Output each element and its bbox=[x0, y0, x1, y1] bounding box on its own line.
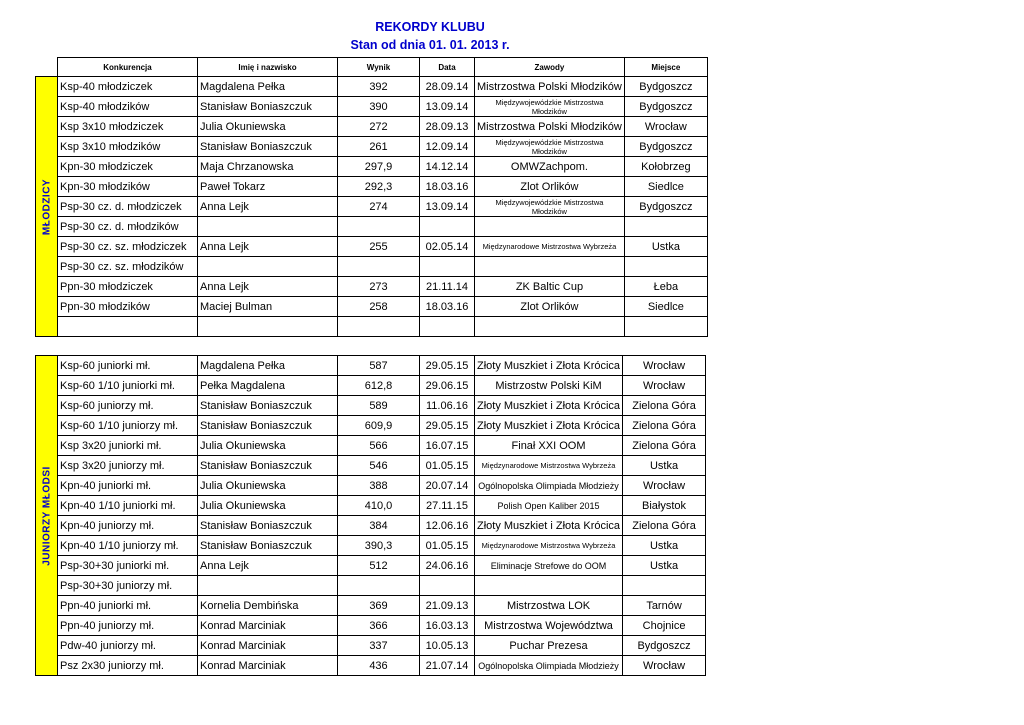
cell-zawody bbox=[475, 317, 625, 337]
cell-data: 20.07.14 bbox=[420, 476, 475, 496]
cell-name: Anna Lejk bbox=[198, 197, 338, 217]
cell-konkurencja: Ksp 3x10 młodzików bbox=[58, 137, 198, 157]
cell-zawody bbox=[475, 217, 625, 237]
cell-name: Anna Lejk bbox=[198, 277, 338, 297]
cell-name bbox=[198, 317, 338, 337]
cell-name: Magdalena Pełka bbox=[198, 77, 338, 97]
cell-data: 13.09.14 bbox=[420, 97, 475, 117]
cell-zawody: Złoty Muszkiet i Złota Krócica bbox=[475, 356, 623, 376]
table-row bbox=[36, 556, 706, 576]
cell-konkurencja: Kpn-30 młodziczek bbox=[58, 157, 198, 177]
cell-zawody: Międzywojewódzkie Mistrzostwa Młodzików bbox=[475, 137, 625, 157]
page-subtitle: Stan od dnia 01. 01. 2013 r. bbox=[350, 38, 510, 52]
cell-konkurencja: Ksp-40 młodzików bbox=[58, 97, 198, 117]
table-row bbox=[36, 536, 706, 556]
cell-konkurencja: Ksp 3x20 juniorki mł. bbox=[58, 436, 198, 456]
cell-wynik: 366 bbox=[338, 616, 420, 636]
cell-data: 21.09.13 bbox=[420, 596, 475, 616]
cell-miejsce: Tarnów bbox=[623, 596, 706, 616]
cell-zawody: Międzynarodowe Mistrzostwa Wybrzeża bbox=[475, 456, 623, 476]
section-label: JUNIORZY MŁODSI bbox=[41, 465, 52, 566]
cell-konkurencja: Ksp-60 1/10 juniorzy mł. bbox=[58, 416, 198, 436]
cell-zawody: Polish Open Kaliber 2015 bbox=[475, 496, 623, 516]
cell-zawody: Międzywojewódzkie Mistrzostwa Młodzików bbox=[475, 197, 625, 217]
cell-data: 29.05.15 bbox=[420, 416, 475, 436]
cell-zawody: Zlot Orlików bbox=[475, 177, 625, 197]
cell-wynik: 587 bbox=[338, 356, 420, 376]
cell-zawody: Złoty Muszkiet i Złota Krócica bbox=[475, 396, 623, 416]
table-row bbox=[36, 396, 706, 416]
cell-zawody: Ogólnopolska Olimpiada Młodzieży bbox=[475, 476, 623, 496]
cell-wynik: 337 bbox=[338, 636, 420, 656]
cell-data: 24.06.16 bbox=[420, 556, 475, 576]
cell-data: 16.03.13 bbox=[420, 616, 475, 636]
table-header-row bbox=[36, 58, 708, 77]
cell-data: 12.09.14 bbox=[420, 137, 475, 157]
cell-name bbox=[198, 576, 338, 596]
cell-miejsce bbox=[624, 317, 707, 337]
column-header-name: Imię i nazwisko bbox=[198, 58, 338, 77]
cell-konkurencja: Psp-30 cz. sz. młodziczek bbox=[58, 237, 198, 257]
cell-konkurencja: Psp-30+30 juniorki mł. bbox=[58, 556, 198, 576]
cell-miejsce: Siedlce bbox=[624, 297, 707, 317]
cell-wynik: 566 bbox=[338, 436, 420, 456]
cell-zawody bbox=[475, 257, 625, 277]
table-row bbox=[36, 616, 706, 636]
column-header-miejsce: Miejsce bbox=[624, 58, 707, 77]
cell-name: Stanisław Boniaszczuk bbox=[198, 416, 338, 436]
cell-konkurencja: Psp-30 cz. sz. młodzików bbox=[58, 257, 198, 277]
cell-wynik bbox=[338, 317, 420, 337]
cell-miejsce: Bydgoszcz bbox=[624, 97, 707, 117]
column-header-konkurencja: Konkurencja bbox=[58, 58, 198, 77]
section-label-cell bbox=[36, 356, 58, 676]
cell-data: 10.05.13 bbox=[420, 636, 475, 656]
cell-zawody: Złoty Muszkiet i Złota Krócica bbox=[475, 516, 623, 536]
cell-konkurencja: Kpn-40 1/10 juniorki mł. bbox=[58, 496, 198, 516]
cell-miejsce: Zielona Góra bbox=[623, 416, 706, 436]
cell-zawody: Złoty Muszkiet i Złota Krócica bbox=[475, 416, 623, 436]
cell-wynik: 384 bbox=[338, 516, 420, 536]
cell-name: Maja Chrzanowska bbox=[198, 157, 338, 177]
cell-name: Julia Okuniewska bbox=[198, 496, 338, 516]
cell-miejsce: Białystok bbox=[623, 496, 706, 516]
cell-wynik: 388 bbox=[338, 476, 420, 496]
cell-data: 21.07.14 bbox=[420, 656, 475, 676]
cell-konkurencja: Ppn-40 juniorki mł. bbox=[58, 596, 198, 616]
table-row bbox=[36, 237, 708, 257]
cell-name: Anna Lejk bbox=[198, 556, 338, 576]
cell-zawody bbox=[475, 576, 623, 596]
table-row bbox=[36, 157, 708, 177]
cell-konkurencja: Kpn-40 1/10 juniorzy mł. bbox=[58, 536, 198, 556]
table-row bbox=[36, 97, 708, 117]
cell-name: Stanisław Boniaszczuk bbox=[198, 396, 338, 416]
cell-miejsce: Wrocław bbox=[624, 117, 707, 137]
column-header-zawody: Zawody bbox=[475, 58, 625, 77]
section-label-cell bbox=[36, 77, 58, 337]
cell-data: 14.12.14 bbox=[420, 157, 475, 177]
cell-data bbox=[420, 576, 475, 596]
cell-wynik: 612,8 bbox=[338, 376, 420, 396]
cell-wynik: 436 bbox=[338, 656, 420, 676]
cell-name: Stanisław Boniaszczuk bbox=[198, 137, 338, 157]
cell-konkurencja: Ppn-30 młodziczek bbox=[58, 277, 198, 297]
table-row bbox=[36, 456, 706, 476]
cell-konkurencja: Psz 2x30 juniorzy mł. bbox=[58, 656, 198, 676]
section-label: MŁODZICY bbox=[41, 178, 52, 235]
table-row bbox=[36, 197, 708, 217]
cell-zawody: Zlot Orlików bbox=[475, 297, 625, 317]
cell-miejsce: Bydgoszcz bbox=[623, 636, 706, 656]
table-row bbox=[36, 77, 708, 97]
cell-zawody: Finał XXI OOM bbox=[475, 436, 623, 456]
cell-name: Julia Okuniewska bbox=[198, 117, 338, 137]
cell-wynik: 589 bbox=[338, 396, 420, 416]
table-row bbox=[36, 436, 706, 456]
cell-konkurencja: Ksp-40 młodziczek bbox=[58, 77, 198, 97]
cell-wynik: 390,3 bbox=[338, 536, 420, 556]
cell-miejsce bbox=[624, 257, 707, 277]
cell-data: 29.05.15 bbox=[420, 356, 475, 376]
cell-wynik: 390 bbox=[338, 97, 420, 117]
cell-zawody: Międzynarodowe Mistrzostwa Wybrzeża bbox=[475, 536, 623, 556]
cell-miejsce: Łeba bbox=[624, 277, 707, 297]
cell-zawody: Mistrzostwa Polski Młodzików bbox=[475, 77, 625, 97]
cell-konkurencja: Ppn-40 juniorzy mł. bbox=[58, 616, 198, 636]
table-row bbox=[36, 317, 708, 337]
cell-name: Stanisław Boniaszczuk bbox=[198, 516, 338, 536]
cell-wynik bbox=[338, 217, 420, 237]
table-row bbox=[36, 297, 708, 317]
table-row bbox=[36, 277, 708, 297]
cell-name: Magdalena Pełka bbox=[198, 356, 338, 376]
cell-name bbox=[198, 217, 338, 237]
cell-name: Julia Okuniewska bbox=[198, 476, 338, 496]
cell-miejsce: Wrocław bbox=[623, 476, 706, 496]
cell-name: Konrad Marciniak bbox=[198, 636, 338, 656]
cell-zawody: Mistrzostw Polski KiM bbox=[475, 376, 623, 396]
cell-wynik: 273 bbox=[338, 277, 420, 297]
cell-data: 27.11.15 bbox=[420, 496, 475, 516]
cell-data bbox=[420, 317, 475, 337]
cell-data bbox=[420, 257, 475, 277]
cell-data: 18.03.16 bbox=[420, 177, 475, 197]
cell-miejsce: Kołobrzeg bbox=[624, 157, 707, 177]
cell-wynik: 369 bbox=[338, 596, 420, 616]
cell-zawody: Mistrzostwa Polski Młodzików bbox=[475, 117, 625, 137]
cell-konkurencja: Ksp-60 juniorki mł. bbox=[58, 356, 198, 376]
cell-konkurencja: Pdw-40 juniorzy mł. bbox=[58, 636, 198, 656]
table-row bbox=[36, 516, 706, 536]
cell-miejsce: Ustka bbox=[624, 237, 707, 257]
cell-data: 13.09.14 bbox=[420, 197, 475, 217]
cell-name: Stanisław Boniaszczuk bbox=[198, 536, 338, 556]
cell-konkurencja: Ksp 3x20 juniorzy mł. bbox=[58, 456, 198, 476]
column-header-wynik: Wynik bbox=[338, 58, 420, 77]
cell-zawody: Ogólnopolska Olimpiada Młodzieży bbox=[475, 656, 623, 676]
table-row bbox=[36, 656, 706, 676]
cell-data: 29.06.15 bbox=[420, 376, 475, 396]
cell-zawody: OMWZachpom. bbox=[475, 157, 625, 177]
cell-konkurencja: Kpn-40 juniorki mł. bbox=[58, 476, 198, 496]
cell-data: 02.05.14 bbox=[420, 237, 475, 257]
cell-wynik: 546 bbox=[338, 456, 420, 476]
cell-name: Konrad Marciniak bbox=[198, 656, 338, 676]
cell-name: Anna Lejk bbox=[198, 237, 338, 257]
cell-data: 01.05.15 bbox=[420, 456, 475, 476]
cell-konkurencja: Ksp-60 1/10 juniorki mł. bbox=[58, 376, 198, 396]
cell-konkurencja: Ksp 3x10 młodziczek bbox=[58, 117, 198, 137]
cell-zawody: Międzynarodowe Mistrzostwa Wybrzeża bbox=[475, 237, 625, 257]
cell-miejsce: Siedlce bbox=[624, 177, 707, 197]
page-title: REKORDY KLUBU bbox=[375, 20, 485, 34]
cell-data: 16.07.15 bbox=[420, 436, 475, 456]
cell-data: 21.11.14 bbox=[420, 277, 475, 297]
cell-wynik: 274 bbox=[338, 197, 420, 217]
table-row bbox=[36, 496, 706, 516]
table-row bbox=[36, 376, 706, 396]
cell-data: 28.09.13 bbox=[420, 117, 475, 137]
cell-name: Konrad Marciniak bbox=[198, 616, 338, 636]
table-row bbox=[36, 217, 708, 237]
cell-zawody: Mistrzostwa LOK bbox=[475, 596, 623, 616]
table-row bbox=[36, 356, 706, 376]
cell-zawody: Mistrzostwa Województwa bbox=[475, 616, 623, 636]
table-body-juniorzy-mlodsi bbox=[36, 356, 706, 676]
cell-data: 01.05.15 bbox=[420, 536, 475, 556]
table-row bbox=[36, 476, 706, 496]
cell-miejsce: Ustka bbox=[623, 456, 706, 476]
cell-name: Pełka Magdalena bbox=[198, 376, 338, 396]
cell-wynik bbox=[338, 257, 420, 277]
table-row bbox=[36, 137, 708, 157]
cell-name: Kornelia Dembińska bbox=[198, 596, 338, 616]
table-row bbox=[36, 177, 708, 197]
cell-data: 11.06.16 bbox=[420, 396, 475, 416]
cell-miejsce: Ustka bbox=[623, 556, 706, 576]
cell-miejsce: Wrocław bbox=[623, 376, 706, 396]
cell-wynik: 392 bbox=[338, 77, 420, 97]
cell-konkurencja: Ppn-30 młodzików bbox=[58, 297, 198, 317]
cell-miejsce: Bydgoszcz bbox=[624, 137, 707, 157]
table-row bbox=[36, 257, 708, 277]
table-row bbox=[36, 416, 706, 436]
table-row bbox=[36, 636, 706, 656]
cell-miejsce: Wrocław bbox=[623, 656, 706, 676]
cell-konkurencja: Kpn-30 młodzików bbox=[58, 177, 198, 197]
cell-wynik: 512 bbox=[338, 556, 420, 576]
cell-zawody: Eliminacje Strefowe do OOM bbox=[475, 556, 623, 576]
cell-miejsce: Zielona Góra bbox=[623, 516, 706, 536]
cell-konkurencja bbox=[58, 317, 198, 337]
cell-miejsce bbox=[624, 217, 707, 237]
cell-name: Julia Okuniewska bbox=[198, 436, 338, 456]
cell-konkurencja: Ksp-60 juniorzy mł. bbox=[58, 396, 198, 416]
records-table-mlodzicy bbox=[35, 57, 708, 337]
cell-konkurencja: Kpn-40 juniorzy mł. bbox=[58, 516, 198, 536]
cell-miejsce bbox=[623, 576, 706, 596]
cell-miejsce: Wrocław bbox=[623, 356, 706, 376]
cell-name bbox=[198, 257, 338, 277]
table-body-mlodzicy bbox=[36, 77, 708, 337]
cell-miejsce: Bydgoszcz bbox=[624, 197, 707, 217]
cell-wynik: 272 bbox=[338, 117, 420, 137]
cell-miejsce: Ustka bbox=[623, 536, 706, 556]
cell-konkurencja: Psp-30+30 juniorzy mł. bbox=[58, 576, 198, 596]
cell-zawody: Puchar Prezesa bbox=[475, 636, 623, 656]
cell-zawody: ZK Baltic Cup bbox=[475, 277, 625, 297]
cell-data: 28.09.14 bbox=[420, 77, 475, 97]
cell-data bbox=[420, 217, 475, 237]
cell-wynik bbox=[338, 576, 420, 596]
cell-wynik: 609,9 bbox=[338, 416, 420, 436]
cell-data: 12.06.16 bbox=[420, 516, 475, 536]
records-table-juniorzy-mlodsi bbox=[35, 355, 706, 676]
cell-data: 18.03.16 bbox=[420, 297, 475, 317]
cell-miejsce: Zielona Góra bbox=[623, 396, 706, 416]
cell-konkurencja: Psp-30 cz. d. młodziczek bbox=[58, 197, 198, 217]
cell-wynik: 292,3 bbox=[338, 177, 420, 197]
cell-miejsce: Zielona Góra bbox=[623, 436, 706, 456]
table-row bbox=[36, 117, 708, 137]
cell-name: Maciej Bulman bbox=[198, 297, 338, 317]
cell-zawody: Międzywojewódzkie Mistrzostwa Młodzików bbox=[475, 97, 625, 117]
table-row bbox=[36, 576, 706, 596]
cell-wynik: 261 bbox=[338, 137, 420, 157]
header-spacer bbox=[36, 58, 58, 77]
cell-konkurencja: Psp-30 cz. d. młodzików bbox=[58, 217, 198, 237]
cell-name: Stanisław Boniaszczuk bbox=[198, 97, 338, 117]
cell-wynik: 255 bbox=[338, 237, 420, 257]
cell-name: Stanisław Boniaszczuk bbox=[198, 456, 338, 476]
cell-name: Paweł Tokarz bbox=[198, 177, 338, 197]
table-row bbox=[36, 596, 706, 616]
cell-wynik: 258 bbox=[338, 297, 420, 317]
cell-wynik: 410,0 bbox=[338, 496, 420, 516]
cell-miejsce: Bydgoszcz bbox=[624, 77, 707, 97]
column-header-data: Data bbox=[420, 58, 475, 77]
cell-wynik: 297,9 bbox=[338, 157, 420, 177]
cell-miejsce: Chojnice bbox=[623, 616, 706, 636]
